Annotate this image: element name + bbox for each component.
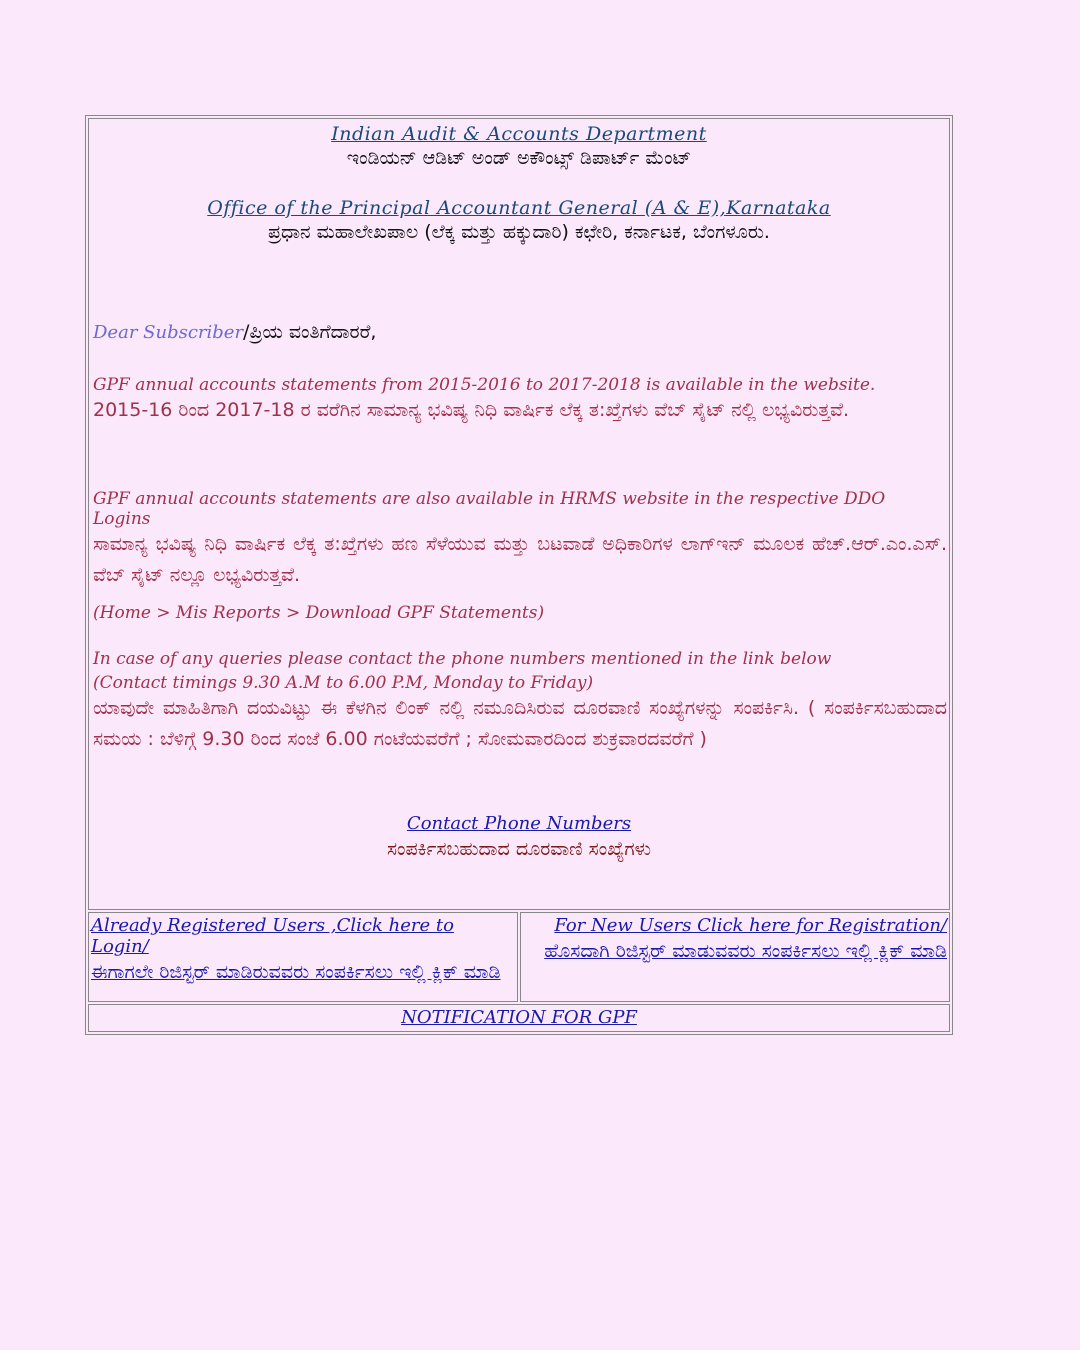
para-queries-en: In case of any queries please contact the phone numbers mentioned in the link below <box>93 649 832 669</box>
notification-cell <box>88 1004 950 1032</box>
greeting-kn: /ಪ್ರಿಯ ವಂತಿಗೆದಾರರೆ, <box>243 321 377 343</box>
department-title-en: Indian Audit & Accounts Department <box>331 123 707 145</box>
greeting-en: Dear Subscriber <box>93 322 244 343</box>
contact-timings-en: (Contact timings 9.30 A.M to 6.00 P.M, Monday to Friday) <box>93 673 594 693</box>
login-cell[interactable] <box>88 912 518 1002</box>
para-statements <box>93 375 947 426</box>
header-block <box>89 123 949 243</box>
office-title-en: Office of the Principal Accountant General (A & E),Karnataka <box>207 197 831 219</box>
content-panel <box>88 118 950 910</box>
login-link-en[interactable]: Already Registered Users ,Click here to Login/ <box>91 915 454 957</box>
greeting <box>93 321 947 343</box>
para-statements-en: GPF annual accounts statements from 2015-2016 to 2017-2018 is available in the website. <box>93 375 876 395</box>
notification-gpf-link[interactable]: NOTIFICATION FOR GPF <box>401 1007 637 1028</box>
contact-block <box>89 813 949 860</box>
para-hrms-en: GPF annual accounts statements are also available in HRMS website in the respective DDO Logins <box>93 489 886 529</box>
login-link-kn[interactable]: ಈಗಾಗಲೇ ರಿಜಿಸ್ಟರ್ ಮಾಡಿರುವವರು ಸಂಪರ್ಕಿಸಲು ಇಲ್ಲಿ ಕ್ಲಿಕ್ ಮಾಡಿ <box>91 961 501 983</box>
main-table <box>85 115 953 1035</box>
para-queries <box>93 649 947 755</box>
office-title-kn: ಪ್ರಧಾನ ಮಹಾಲೇಖಪಾಲ (ಲೆಕ್ಕ ಮತ್ತು ಹಕ್ಕುದಾರಿ) ಕಛೇರಿ, ಕರ್ನಾಟಕ, ಬೆಂಗಳೂರು. <box>268 221 770 243</box>
contact-phone-numbers-link[interactable]: Contact Phone Numbers <box>406 813 632 834</box>
contact-phone-numbers-kn: ಸಂಪರ್ಕಿಸಬಹುದಾದ ದೂರವಾಣಿ ಸಂಖ್ಯೆಗಳು <box>386 838 652 860</box>
navigation-path: (Home > Mis Reports > Download GPF Statements) <box>93 603 545 623</box>
para-queries-kn: ಯಾವುದೇ ಮಾಹಿತಿಗಾಗಿ ದಯವಿಟ್ಟು ಈ ಕೆಳಗಿನ ಲಿಂಕ್ ನಲ್ಲಿ ನಮೂದಿಸಿರುವ ದೂರವಾಣಿ ಸಂಖ್ಯೆಗಳನ್ನು ಸಂಪರ್ಕಿಸಿ. ( ಸಂಪರ್ಕಿಸಬಹುದಾದ ಸಮಯ : ಬೆಳಿಗ್ಗೆ 9.30 ರಿಂದ ಸಂಜೆ 6.00 ಗಂಟೆಯವರೆಗೆ ; ಸೋಮವಾರದಿಂದ ಶುಕ್ರವಾರದವರೆಗೆ ) <box>93 697 947 750</box>
registration-cell[interactable] <box>520 912 950 1002</box>
para-hrms <box>93 489 947 591</box>
registration-link-kn[interactable]: ಹೊಸದಾಗಿ ರಿಜಿಸ್ಟರ್ ಮಾಡುವವರು ಸಂಪರ್ಕಿಸಲು ಇಲ್ಲಿ ಕ್ಲಿಕ್ ಮಾಡಿ <box>544 940 947 962</box>
registration-link-en[interactable]: For New Users Click here for Registration/ <box>554 915 947 936</box>
department-title-kn: ಇಂಡಿಯನ್ ಆಡಿಟ್ ಅಂಡ್ ಅಕೌಂಟ್ಸ್ ಡಿಪಾರ್ಟ್ ಮೆಂಟ್ <box>346 147 692 169</box>
para-statements-kn: 2015-16 ರಿಂದ 2017-18 ರ ವರೆಗಿನ ಸಾಮಾನ್ಯ ಭವಿಷ್ಯ ನಿಧಿ ವಾರ್ಷಿಕ ಲೆಕ್ಕ ತ:ಖ್ತೆಗಳು ವೆಬ್ ಸೈಟ್ ನಲ್ಲಿ ಲಭ್ಯವಿರುತ್ತವೆ. <box>93 399 850 421</box>
para-hrms-kn: ಸಾಮಾನ್ಯ ಭವಿಷ್ಯ ನಿಧಿ ವಾರ್ಷಿಕ ಲೆಕ್ಕ ತ:ಖ್ತೆಗಳು ಹಣ ಸೆಳೆಯುವ ಮತ್ತು ಬಟವಾಡೆ ಅಧಿಕಾರಿಗಳ ಲಾಗ್ಇನ್ ಮೂಲಕ ಹೆಚ್.ಆರ್.ಎಂ.ಎಸ್. ವೆಬ್ ಸೈಟ್ ನಲ್ಲೂ ಲಭ್ಯವಿರುತ್ತವೆ. <box>93 533 947 586</box>
auth-row <box>88 912 950 1002</box>
